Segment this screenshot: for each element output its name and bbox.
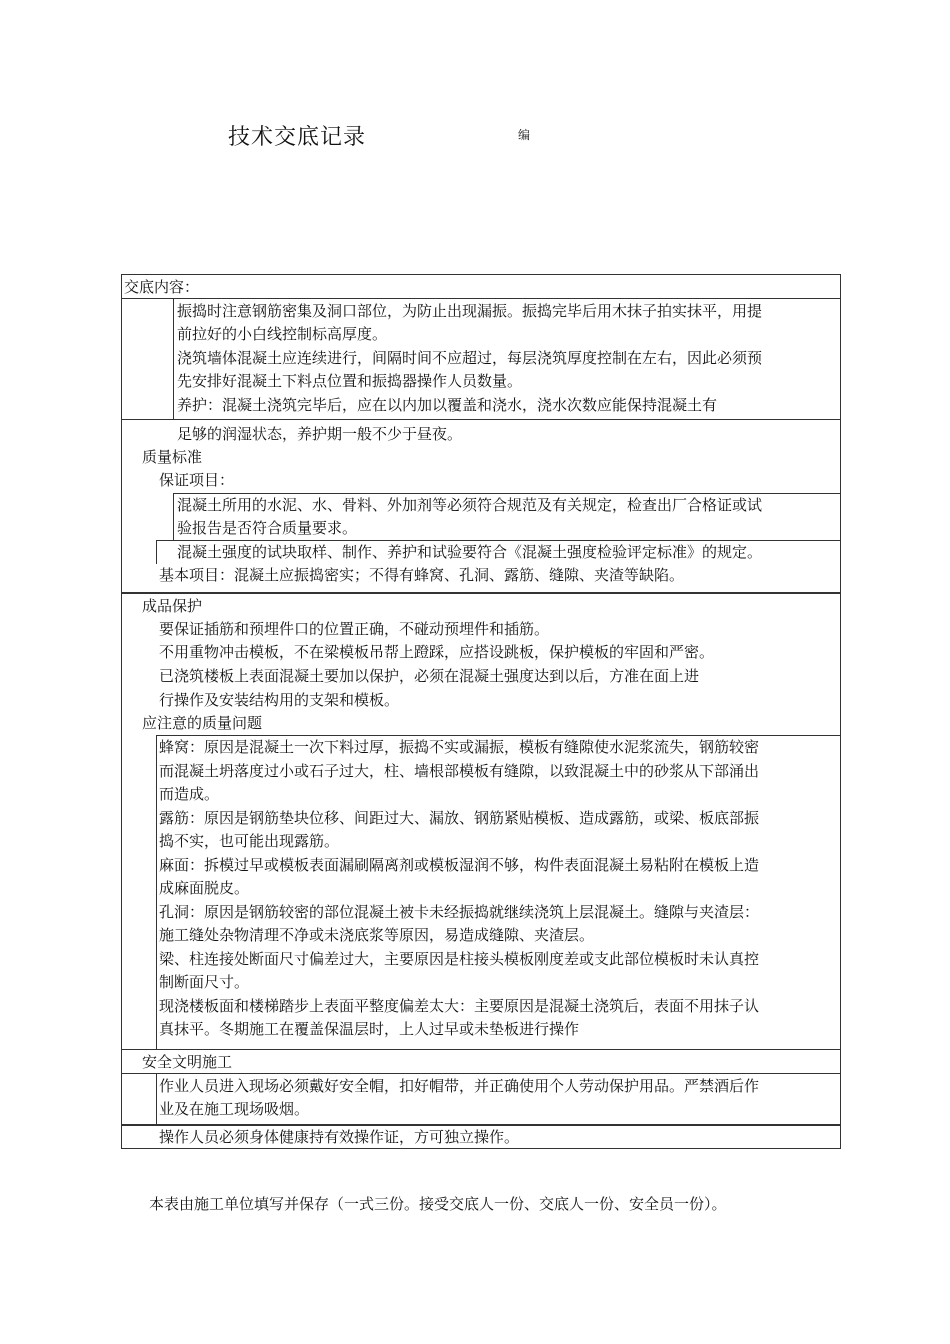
content-line: 行操作及安装结构用的支架和模板。 xyxy=(159,691,400,709)
content-line: 麻面：拆模过早或模板表面漏刷隔离剂或模板湿润不够，构件表面混凝土易粘附在模板上造 xyxy=(159,856,760,874)
content-line: 成麻面脱皮。 xyxy=(159,879,250,897)
content-line: 不用重物冲击模板，不在梁模板吊帮上蹬踩，应搭设跳板，保护模板的牢固和严密。 xyxy=(159,643,715,661)
content-line: 业及在施工现场吸烟。 xyxy=(159,1100,310,1118)
content-line: 浇筑墙体混凝土应连续进行，间隔时间不应超过，每层浇筑厚度控制在左右，因此必须预 xyxy=(177,349,763,367)
content-line: 基本项目：混凝土应振捣密实；不得有蜂窝、孔洞、露筋、缝隙、夹渣等缺陷。 xyxy=(159,566,685,584)
document-code-label: 编 xyxy=(518,128,531,142)
content-line: 要保证插筋和预埋件口的位置正确，不碰动预埋件和插筋。 xyxy=(159,620,550,638)
content-line: 孔洞：原因是钢筋较密的部位混凝土被卡未经振捣就继续浇筑上层混凝土。缝隙与夹渣层： xyxy=(159,903,760,921)
content-line: 先安排好混凝土下料点位置和振捣器操作人员数量。 xyxy=(177,372,523,390)
content-line: 混凝土所用的水泥、水、骨料、外加剂等必须符合规范及有关规定，检查出厂合格证或试 xyxy=(177,496,763,514)
content-line: 而造成。 xyxy=(159,785,220,803)
section-heading-protection: 成品保护 xyxy=(142,597,203,615)
footer-note: 本表由施工单位填写并保存（一式三份。接受交底人一份、交底人一份、安全员一份）。 xyxy=(149,1195,727,1213)
content-line: 现浇楼板面和楼梯踏步上表面平整度偏差太大：主要原因是混凝土浇筑后，表面不用抹子认 xyxy=(159,997,760,1015)
content-label: 交底内容： xyxy=(124,278,200,296)
content-line: 足够的润湿状态，养护期一般不少于昼夜。 xyxy=(177,425,463,443)
content-line: 振捣时注意钢筋密集及洞口部位，为防止出现漏振。振捣完毕后用木抹子拍实抹平，用提 xyxy=(177,302,763,320)
content-line: 养护：混凝土浇筑完毕后，应在以内加以覆盖和浇水，浇水次数应能保持混凝土有 xyxy=(177,396,718,414)
content-line: 操作人员必须身体健康持有效操作证，方可独立操作。 xyxy=(159,1128,520,1146)
page-title: 技术交底记录 xyxy=(228,125,367,150)
content-line: 而混凝土坍落度过小或石子过大，柱、墙根部模板有缝隙，以致混凝土中的砂浆从下部涌出 xyxy=(159,762,760,780)
content-line: 露筋：原因是钢筋垫块位移、间距过大、漏放、钢筋紧贴模板、造成露筋，或梁、板底部振 xyxy=(159,809,760,827)
section-operator-requirement xyxy=(121,1125,841,1149)
content-line: 梁、柱连接处断面尺寸偏差过大，主要原因是柱接头模板刚度差或支此部位模板时未认真控 xyxy=(159,950,760,968)
section-handover-content xyxy=(121,274,841,420)
content-line: 施工缝处杂物清理不净或未浇底浆等原因，易造成缝隙、夹渣层。 xyxy=(159,926,595,944)
section-heading-quality: 质量标准 xyxy=(142,448,203,466)
section-product-protection xyxy=(121,593,841,1050)
handover-sheet xyxy=(121,274,841,1149)
content-line: 捣不实，也可能出现露筋。 xyxy=(159,832,340,850)
content-line: 真抹平。冬期施工在覆盖保温层时，上人过早或未垫板进行操作 xyxy=(159,1020,580,1038)
section-heading-quality-issues: 应注意的质量问题 xyxy=(142,714,263,732)
content-line: 已浇筑楼板上表面混凝土要加以保护，必须在混凝土强度达到以后，方准在面上进 xyxy=(159,667,700,685)
content-line: 验报告是否符合质量要求。 xyxy=(177,519,358,537)
content-line: 蜂窝：原因是混凝土一次下料过厚，振捣不实或漏振，模板有缝隙使水泥浆流失，钢筋较密 xyxy=(159,738,760,756)
content-line: 前拉好的小白线控制标高厚度。 xyxy=(177,325,388,343)
content-line: 混凝土强度的试块取样、制作、养护和试验要符合《混凝土强度检验评定标准》的规定。 xyxy=(177,543,763,561)
section-heading-safety: 安全文明施工 xyxy=(142,1053,233,1071)
section-safety xyxy=(121,1050,841,1125)
content-line: 作业人员进入现场必须戴好安全帽，扣好帽带，并正确使用个人劳动保护用品。严禁酒后作 xyxy=(159,1077,760,1095)
content-line: 制断面尺寸。 xyxy=(159,973,250,991)
subheading-guarantee-items: 保证项目： xyxy=(159,471,235,489)
section-quality-standard xyxy=(121,420,841,593)
